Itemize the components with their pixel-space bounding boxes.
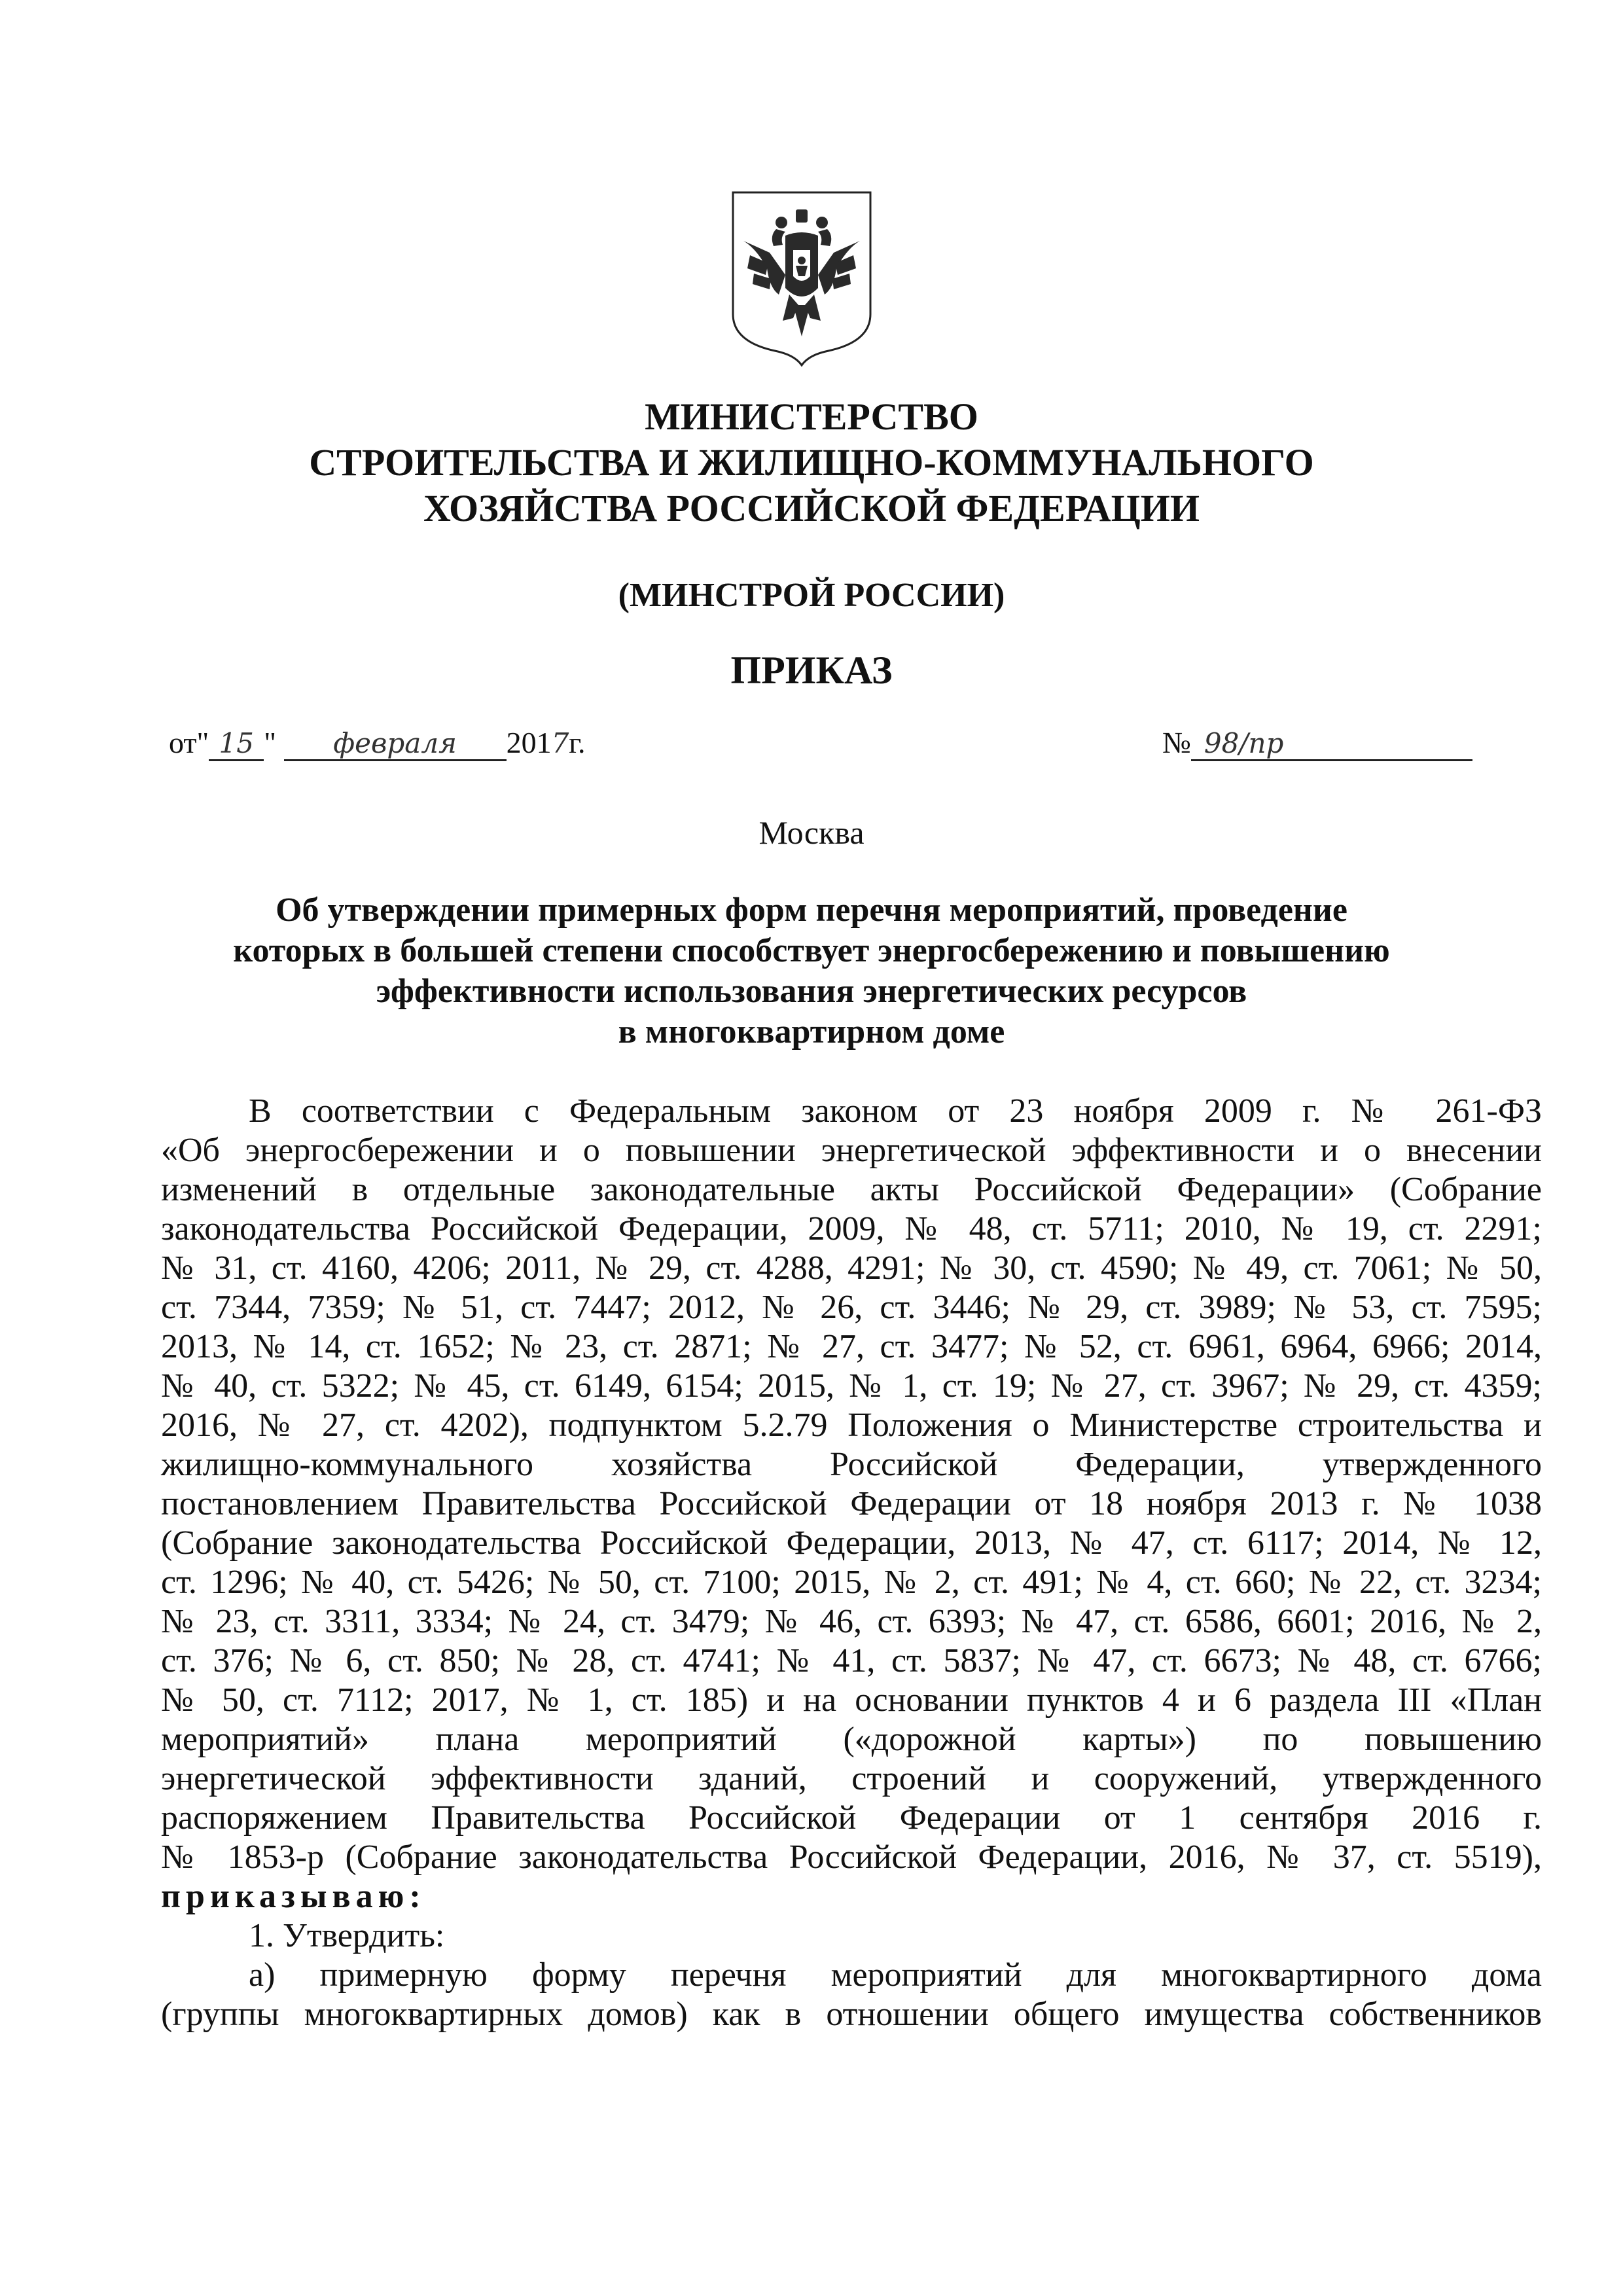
date-line (169, 725, 585, 761)
ministry-name-line-1: МИНИСТЕРСТВО (645, 395, 978, 438)
body-line: № 50, ст. 7112; 2017, № 1, ст. 185) и на основании пунктов 4 и 6 раздела III «План (161, 1681, 1542, 1719)
body-line: постановлением Правительства Российской Федерации от 18 ноября 2013 г. № 1038 (161, 1485, 1542, 1522)
body-line: распоряжением Правительства Российской Федерации от 1 сентября 2016 г. (161, 1799, 1542, 1837)
title-line: Об утверждении примерных форм перечня мероприятий, проведение (276, 891, 1347, 929)
order-number-line (1162, 725, 1472, 761)
body-line: изменений в отдельные законодательные акты Российской Федерации» (Собрание (161, 1171, 1542, 1208)
body-line: (Собрание законодательства Российской Федерации, 2013, № 47, ст. 6117; 2014, № 12, (161, 1524, 1542, 1562)
document-body (161, 1092, 1542, 2034)
order-number-value: 98/пр (1191, 727, 1472, 761)
city: Москва (758, 814, 865, 851)
body-line: № 23, ст. 3311, 3334; № 24, ст. 3479; № 46, ст. 6393; № 47, ст. 6586, 6601; 2016, № 2, (161, 1603, 1542, 1640)
ministry-abbreviation: (МИНСТРОЙ РОССИИ) (618, 577, 1005, 614)
body-line: энергетической эффективности зданий, строений и сооружений, утвержденного (161, 1760, 1542, 1797)
title-line: в многоквартирном доме (618, 1013, 1005, 1050)
body-line (161, 1877, 1542, 1916)
title-line: которых в большей степени способствует энергосбережению и повышению (233, 932, 1390, 969)
body-line: мероприятий» плана мероприятий («дорожной карты») по повышению (161, 1721, 1542, 1758)
date-month: февраля (284, 727, 507, 761)
item-1: 1. Утвердить: (249, 1917, 445, 1954)
order-word: приказываю: (161, 1878, 426, 1915)
body-line: № 31, ст. 4160, 4206; 2011, № 29, ст. 4288, 4291; № 30, ст. 4590; № 49, ст. 7061; № 50, (161, 1249, 1542, 1287)
body-line: 2016, № 27, ст. 4202), подпунктом 5.2.79 Положения о Министерстве строительства и (161, 1407, 1542, 1444)
body-line: ст. 7344, 7359; № 51, ст. 7447; 2012, № 26, ст. 3446; № 29, ст. 3989; № 53, ст. 7595; (161, 1289, 1542, 1326)
body-line: ст. 376; № 6, ст. 850; № 28, ст. 4741; № 41, ст. 5837; № 47, ст. 6673; № 48, ст. 6766; (161, 1642, 1542, 1679)
body-line: жилищно-коммунального хозяйства Российской Федерации, утвержденного (161, 1446, 1542, 1483)
ministry-name-line-3: ХОЗЯЙСТВА РОССИЙСКОЙ ФЕДЕРАЦИИ (423, 487, 1200, 529)
date-day: 15 (209, 727, 264, 761)
body-line: № 1853-р (Собрание законодательства Российской Федерации, 2016, № 37, ст. 5519), (161, 1839, 1542, 1876)
body-line: «Об энергосбережении и о повышении энергетической эффективности и о внесении (161, 1132, 1542, 1169)
body-line: законодательства Российской Федерации, 2009, № 48, ст. 5711; 2010, № 19, ст. 2291; (161, 1210, 1542, 1247)
body-line: В соответствии с Федеральным законом от 23 ноября 2009 г. № 261-ФЗ (249, 1092, 1542, 1130)
title-line: эффективности использования энергетических ресурсов (376, 973, 1247, 1010)
date-year-digit: 7 (551, 727, 569, 759)
date-quote-close: " (264, 726, 277, 759)
body-line: 2013, № 14, ст. 1652; № 23, ст. 2871; № 27, ст. 3477; № 52, ст. 6961, 6964, 6966; 2014, (161, 1328, 1542, 1365)
coat-of-arms-emblem (730, 190, 873, 368)
ministry-name-line-2: СТРОИТЕЛЬСТВА И ЖИЛИЩНО-КОММУНАЛЬНОГО (309, 441, 1314, 484)
document-title (0, 890, 1623, 1052)
date-year-prefix: 201 (506, 726, 552, 759)
item-a-line-2: (группы многоквартирных домов) как в отношении общего имущества собственников (161, 1996, 1542, 2033)
document-type: ПРИКАЗ (730, 649, 893, 692)
order-number-prefix: № (1162, 726, 1191, 759)
date-prefix: от (169, 726, 197, 759)
date-quote-open: " (196, 726, 209, 759)
body-line: ст. 1296; № 40, ст. 5426; № 50, ст. 7100; 2015, № 2, ст. 491; № 4, ст. 660; № 22, ст. 3234; (161, 1564, 1542, 1601)
item-a-line-1: а) примерную форму перечня мероприятий для многоквартирного дома (249, 1956, 1542, 1994)
date-year-suffix: г. (569, 726, 586, 759)
body-line: № 40, ст. 5322; № 45, ст. 6149, 6154; 2015, № 1, ст. 19; № 27, ст. 3967; № 29, ст. 4359; (161, 1367, 1542, 1405)
